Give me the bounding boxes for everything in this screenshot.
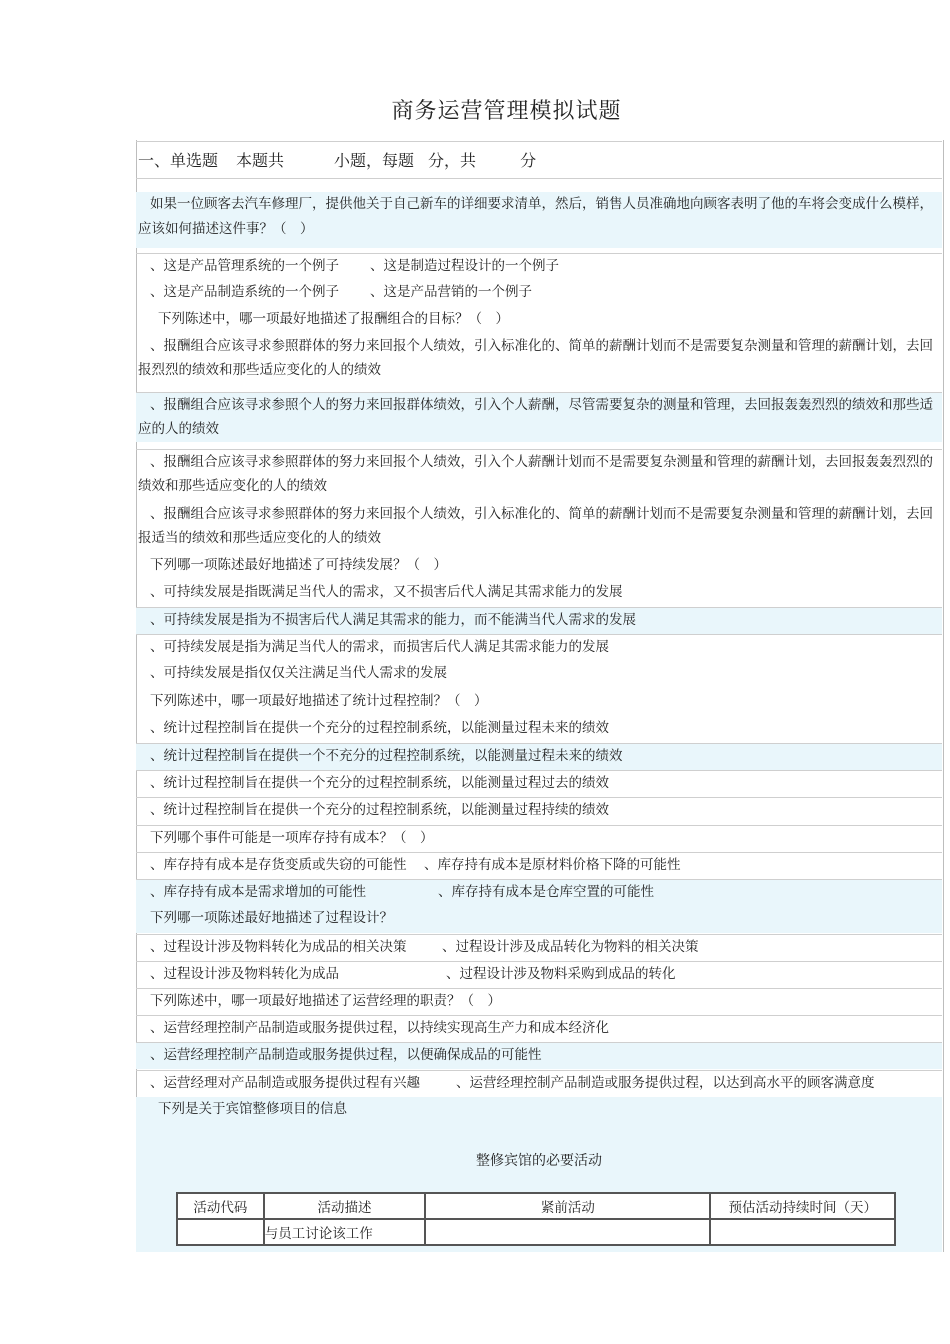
option[interactable]: 、报酬组合应该寻求参照群体的努力来回报个人绩效，引入标准化的、简单的薪酬计划而不是需要复杂测量和管理的薪酬计划，去回报烈烈的绩效和那些适应变化的人的绩效	[138, 338, 933, 378]
page-title: 商务运营管理模拟试题	[391, 99, 622, 124]
table-cell	[177, 1219, 264, 1245]
option[interactable]: 、这是制造过程设计的一个例子	[370, 258, 559, 274]
option-row	[136, 1070, 942, 1097]
option[interactable]: 、过程设计涉及物料采购到成品的转化	[446, 966, 676, 982]
option-row	[136, 280, 942, 307]
option[interactable]: 、过程设计涉及成品转化为物料的相关决策	[442, 939, 699, 955]
section-unit-label: 分	[520, 151, 537, 170]
table-cell: 与员工讨论该工作	[264, 1219, 426, 1245]
section-header	[136, 141, 942, 179]
option[interactable]: 、可持续发展是指既满足当代人的需求，又不损害后代人满足其需求能力的发展	[150, 584, 623, 600]
question-stem: 下列哪一项陈述最好地描述了过程设计？	[136, 906, 942, 933]
table-cell	[425, 1219, 710, 1245]
option[interactable]: 、这是产品营销的一个例子	[370, 284, 532, 300]
option[interactable]: 、库存持有成本是存货变质或失窃的可能性	[150, 857, 407, 873]
option[interactable]: 、过程设计涉及物料转化为成品的相关决策	[150, 939, 407, 955]
table-cell	[710, 1219, 895, 1245]
option[interactable]: 、可持续发展是指仅仅关注满足当代人需求的发展	[150, 665, 447, 681]
option[interactable]: 、统计过程控制旨在提供一个充分的过程控制系统，以能测量过程持续的绩效	[136, 797, 942, 824]
option[interactable]: 、运营经理对产品制造或服务提供过程有兴趣	[150, 1075, 420, 1091]
section-label: 一、单选题	[138, 151, 219, 170]
option[interactable]: 、这是产品制造系统的一个例子	[150, 284, 339, 300]
question-stem: 下列是关于宾馆整修项目的信息	[158, 1101, 347, 1117]
column-header: 紧前活动	[425, 1193, 710, 1219]
column-header: 活动代码	[177, 1193, 264, 1219]
question-stem: 下列陈述中，哪一项最好地描述了报酬组合的目标？（ ）	[158, 311, 509, 327]
table-header-row	[177, 1193, 895, 1219]
option[interactable]: 、这是产品管理系统的一个例子	[150, 258, 339, 274]
option[interactable]: 、可持续发展是指为不损害后代人满足其需求的能力，而不能满当代人需求的发展	[136, 607, 942, 634]
table-row	[177, 1219, 895, 1245]
option[interactable]: 、统计过程控制旨在提供一个充分的过程控制系统，以能测量过程未来的绩效	[150, 720, 609, 736]
option[interactable]: 、报酬组合应该寻求参照群体的努力来回报个人绩效，引入个人薪酬计划而不是需要复杂测量和管理的薪酬计划，去回报轰轰烈烈的绩效和那些适应变化的人的绩效	[136, 449, 942, 499]
question-stem: 下列陈述中，哪一项最好地描述了统计过程控制？（ ）	[150, 693, 488, 709]
option[interactable]: 、库存持有成本是仓库空置的可能性	[438, 884, 654, 900]
option[interactable]: 、运营经理控制产品制造或服务提供过程，以便确保成品的可能性	[136, 1042, 942, 1069]
option-row	[136, 879, 942, 906]
option[interactable]: 、报酬组合应该寻求参照个人的努力来回报群体绩效，引入个人薪酬，尽管需要复杂的测量和管理，去回报轰轰烈烈的绩效和那些适应的人的绩效	[136, 392, 942, 442]
option[interactable]: 、过程设计涉及物料转化为成品	[150, 966, 339, 982]
column-header: 活动描述	[264, 1193, 426, 1219]
column-header: 预估活动持续时间（天）	[710, 1193, 895, 1219]
option-row	[136, 934, 942, 961]
option[interactable]: 、报酬组合应该寻求参照群体的努力来回报个人绩效，引入标准化的、简单的薪酬计划而不是需要复杂测量和管理的薪酬计划，去回报适当的绩效和那些适应变化的人的绩效	[138, 506, 933, 546]
option[interactable]: 、可持续发展是指为满足当代人的需求，而损害后代人满足其需求能力的发展	[136, 634, 942, 661]
section-count-label: 本题共	[236, 151, 285, 170]
option[interactable]: 、统计过程控制旨在提供一个不充分的过程控制系统，以能测量过程未来的绩效	[136, 743, 942, 770]
option[interactable]: 、统计过程控制旨在提供一个充分的过程控制系统，以能测量过程过去的绩效	[136, 770, 942, 797]
table-caption: 整修宾馆的必要活动	[476, 1153, 602, 1169]
question-stem: 下列陈述中，哪一项最好地描述了运营经理的职责？（ ）	[136, 988, 942, 1015]
section-per-label: 小题，每题	[334, 151, 415, 170]
section-total-label: 分，共	[428, 151, 477, 170]
question-stem: 下列哪个事件可能是一项库存持有成本？（ ）	[136, 825, 942, 852]
question-stem: 如果一位顾客去汽车修理厂，提供他关于自己新车的详细要求清单，然后，销售人员准确地向顾客表明了他的车将会变成什么模样，应该如何描述这件事？（ ）	[136, 192, 942, 248]
option-row	[136, 253, 942, 280]
option-row	[136, 961, 942, 988]
question-stem: 下列哪一项陈述最好地描述了可持续发展？（ ）	[150, 557, 447, 573]
option[interactable]: 、库存持有成本是原材料价格下降的可能性	[424, 857, 681, 873]
option-row	[136, 852, 942, 879]
option[interactable]: 、运营经理控制产品制造或服务提供过程，以持续实现高生产力和成本经济化	[136, 1015, 942, 1042]
option[interactable]: 、库存持有成本是需求增加的可能性	[150, 884, 366, 900]
option[interactable]: 、运营经理控制产品制造或服务提供过程，以达到高水平的顾客满意度	[456, 1075, 875, 1091]
activity-table	[176, 1192, 896, 1246]
